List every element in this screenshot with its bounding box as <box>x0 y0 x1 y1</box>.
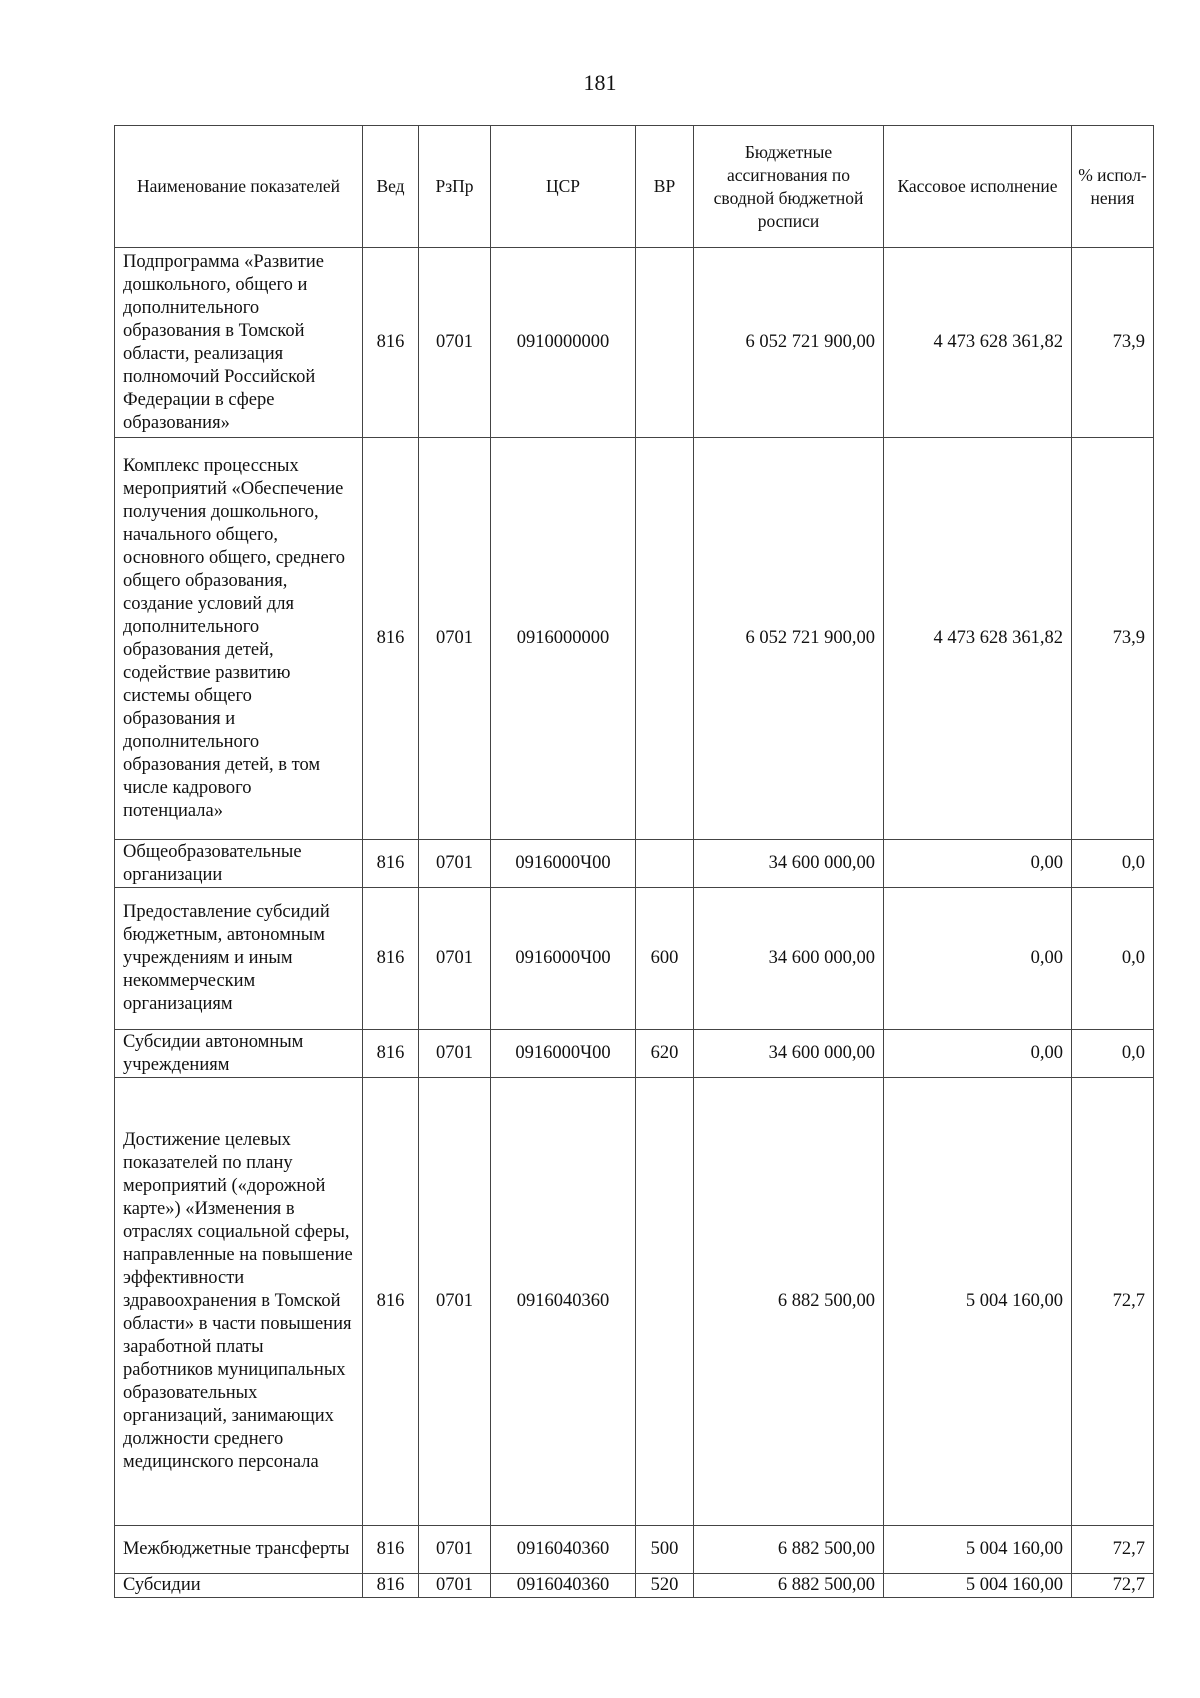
row-ved: 816 <box>363 1526 419 1574</box>
row-budget: 34 600 000,00 <box>694 888 884 1030</box>
header-cash: Кассовое исполнение <box>884 126 1072 248</box>
row-budget: 6 052 721 900,00 <box>694 248 884 438</box>
row-rzpr: 0701 <box>419 1078 491 1526</box>
row-percent: 72,7 <box>1072 1078 1154 1526</box>
row-rzpr: 0701 <box>419 438 491 840</box>
row-budget: 6 882 500,00 <box>694 1078 884 1526</box>
row-budget: 34 600 000,00 <box>694 840 884 888</box>
header-rzpr: РзПр <box>419 126 491 248</box>
row-ved: 816 <box>363 438 419 840</box>
row-ved: 816 <box>363 888 419 1030</box>
row-cash: 5 004 160,00 <box>884 1078 1072 1526</box>
row-name: Общеобразовательные организации <box>115 840 363 888</box>
row-cash: 0,00 <box>884 888 1072 1030</box>
table-row <box>115 438 1154 840</box>
table-row <box>115 888 1154 1030</box>
row-csr: 0916040360 <box>491 1526 636 1574</box>
row-csr: 0916000000 <box>491 438 636 840</box>
row-csr: 0916000Ч00 <box>491 840 636 888</box>
row-percent: 72,7 <box>1072 1526 1154 1574</box>
budget-table <box>114 125 1154 1598</box>
row-name: Субсидии <box>115 1574 363 1598</box>
row-cash: 0,00 <box>884 840 1072 888</box>
row-cash: 4 473 628 361,82 <box>884 248 1072 438</box>
row-csr: 0916000Ч00 <box>491 1030 636 1078</box>
row-csr: 0910000000 <box>491 248 636 438</box>
row-rzpr: 0701 <box>419 1574 491 1598</box>
row-vr <box>636 438 694 840</box>
row-name: Комплекс процессных мероприятий «Обеспечение получения дошкольного, начального общего, основного общего, среднего общего образования, создание условий для дополнительного образования детей, содействие развитию системы общего образования и дополнительного образования детей, в том числе кадрового потенциала» <box>115 438 363 840</box>
table-row <box>115 1574 1154 1598</box>
row-budget: 6 882 500,00 <box>694 1526 884 1574</box>
header-csr: ЦСР <box>491 126 636 248</box>
header-percent: % испол-нения <box>1072 126 1154 248</box>
row-vr: 600 <box>636 888 694 1030</box>
row-cash: 4 473 628 361,82 <box>884 438 1072 840</box>
table-header-row <box>115 126 1154 248</box>
page-number: 181 <box>583 70 617 95</box>
row-vr <box>636 1078 694 1526</box>
row-budget: 6 052 721 900,00 <box>694 438 884 840</box>
row-ved: 816 <box>363 1078 419 1526</box>
row-cash: 5 004 160,00 <box>884 1574 1072 1598</box>
row-ved: 816 <box>363 248 419 438</box>
header-ved: Вед <box>363 126 419 248</box>
table-row <box>115 1030 1154 1078</box>
row-csr: 0916000Ч00 <box>491 888 636 1030</box>
row-cash: 0,00 <box>884 1030 1072 1078</box>
row-percent: 72,7 <box>1072 1574 1154 1598</box>
row-csr: 0916040360 <box>491 1574 636 1598</box>
row-rzpr: 0701 <box>419 888 491 1030</box>
header-name: Наименование показателей <box>115 126 363 248</box>
row-budget: 34 600 000,00 <box>694 1030 884 1078</box>
row-vr <box>636 840 694 888</box>
header-vr: ВР <box>636 126 694 248</box>
row-name: Достижение целевых показателей по плану мероприятий («дорожной карте») «Изменения в отраслях социальной сферы, направленные на повышение эффективности здравоохранения в Томской области» в части повышения заработной платы работников муниципальных образовательных организаций, занимающих должности среднего медицинского персонала <box>115 1078 363 1526</box>
header-budget: Бюджетные ассигнования по сводной бюджетной росписи <box>694 126 884 248</box>
table-row <box>115 248 1154 438</box>
row-name: Субсидии автономным учреждениям <box>115 1030 363 1078</box>
row-rzpr: 0701 <box>419 248 491 438</box>
row-rzpr: 0701 <box>419 1030 491 1078</box>
row-name: Межбюджетные трансферты <box>115 1526 363 1574</box>
row-percent: 0,0 <box>1072 840 1154 888</box>
row-ved: 816 <box>363 840 419 888</box>
row-budget: 6 882 500,00 <box>694 1574 884 1598</box>
row-vr: 620 <box>636 1030 694 1078</box>
row-vr: 520 <box>636 1574 694 1598</box>
row-name: Подпрограмма «Развитие дошкольного, общего и дополнительного образования в Томской области, реализация полномочий Российской Федерации в сфере образования» <box>115 248 363 438</box>
row-rzpr: 0701 <box>419 840 491 888</box>
table-row <box>115 840 1154 888</box>
row-csr: 0916040360 <box>491 1078 636 1526</box>
row-percent: 73,9 <box>1072 438 1154 840</box>
row-ved: 816 <box>363 1574 419 1598</box>
row-percent: 0,0 <box>1072 888 1154 1030</box>
row-name: Предоставление субсидий бюджетным, автономным учреждениям и иным некоммерческим организациям <box>115 888 363 1030</box>
table-row <box>115 1526 1154 1574</box>
row-percent: 73,9 <box>1072 248 1154 438</box>
row-cash: 5 004 160,00 <box>884 1526 1072 1574</box>
row-vr <box>636 248 694 438</box>
row-rzpr: 0701 <box>419 1526 491 1574</box>
table-row <box>115 1078 1154 1526</box>
row-ved: 816 <box>363 1030 419 1078</box>
row-vr: 500 <box>636 1526 694 1574</box>
row-percent: 0,0 <box>1072 1030 1154 1078</box>
